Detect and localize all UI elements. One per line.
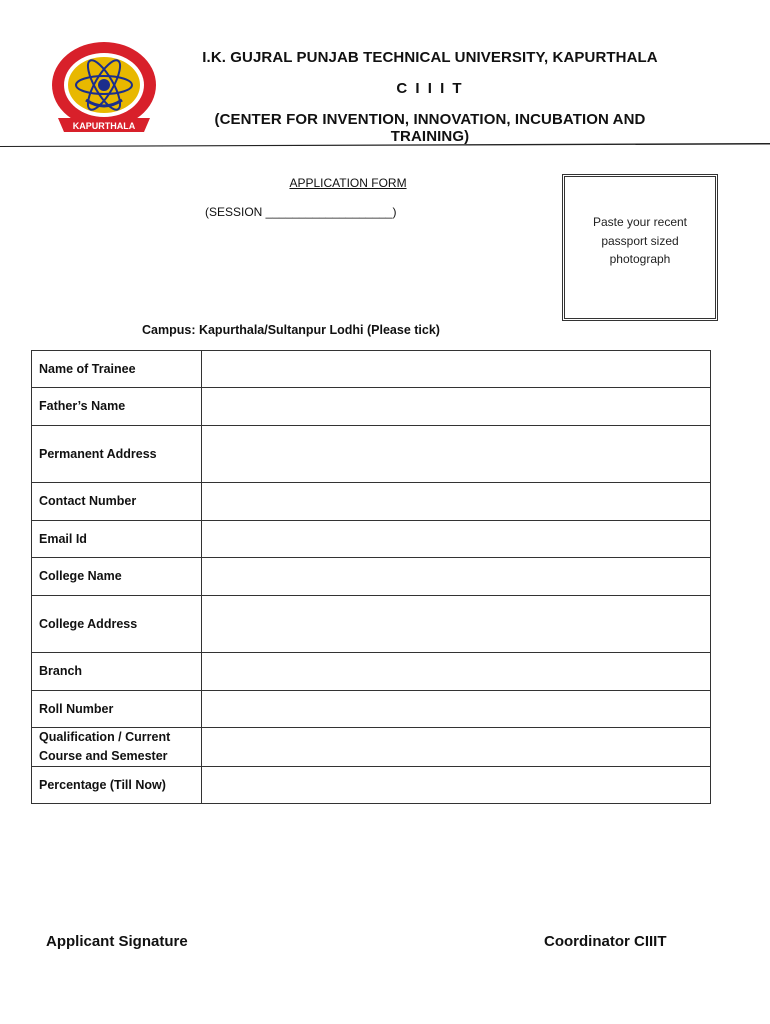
field-label: Permanent Address	[32, 426, 202, 483]
permanent-address-input[interactable]	[201, 426, 710, 483]
table-row	[32, 728, 711, 767]
photo-box	[562, 174, 718, 321]
field-label: Branch	[32, 653, 202, 691]
session-field[interactable]: (SESSION ___________________)	[205, 205, 397, 219]
fathers-name-input[interactable]	[201, 388, 710, 426]
coordinator-signature-label: Coordinator CIIIT	[544, 933, 667, 950]
email-id-input[interactable]	[201, 521, 710, 558]
center-full-name: (CENTER FOR INVENTION, INNOVATION, INCUBATION AND TRAINING)	[214, 111, 646, 145]
table-row	[32, 558, 711, 596]
branch-input[interactable]	[201, 653, 710, 691]
field-label: College Name	[32, 558, 202, 596]
field-label: Qualification / Current Course and Semester	[32, 728, 202, 767]
application-table	[31, 350, 711, 804]
table-row	[32, 596, 711, 653]
field-label: Father’s Name	[32, 388, 202, 426]
table-row	[32, 351, 711, 388]
college-address-input[interactable]	[201, 596, 710, 653]
university-logo	[50, 40, 158, 138]
campus-selection[interactable]: Campus: Kapurthala/Sultanpur Lodhi (Please tick)	[142, 323, 440, 337]
table-row	[32, 521, 711, 558]
field-label: Name of Trainee	[32, 351, 202, 388]
logo-banner-text: KAPURTHALA	[72, 121, 136, 131]
percentage-input[interactable]	[201, 767, 710, 804]
table-row	[32, 691, 711, 728]
roll-number-input[interactable]	[201, 691, 710, 728]
form-title: APPLICATION FORM	[289, 176, 407, 190]
table-row	[32, 388, 711, 426]
header-divider	[0, 140, 770, 147]
name-of-trainee-input[interactable]	[201, 351, 710, 388]
field-label: Percentage (Till Now)	[32, 767, 202, 804]
qualification-input[interactable]	[201, 728, 710, 767]
college-name-input[interactable]	[201, 558, 710, 596]
table-row	[32, 767, 711, 804]
university-name: I.K. GUJRAL PUNJAB TECHNICAL UNIVERSITY, KAPURTHALA	[202, 49, 658, 66]
photo-instruction: Paste your recent passport sized photograph	[592, 215, 688, 266]
table-row	[32, 426, 711, 483]
center-abbreviation: C I I I T	[396, 80, 464, 97]
contact-number-input[interactable]	[201, 483, 710, 521]
table-row	[32, 653, 711, 691]
field-label: Contact Number	[32, 483, 202, 521]
applicant-signature-label: Applicant Signature	[46, 933, 188, 950]
field-label: Email Id	[32, 521, 202, 558]
table-row	[32, 483, 711, 521]
field-label: Roll Number	[32, 691, 202, 728]
field-label: College Address	[32, 596, 202, 653]
